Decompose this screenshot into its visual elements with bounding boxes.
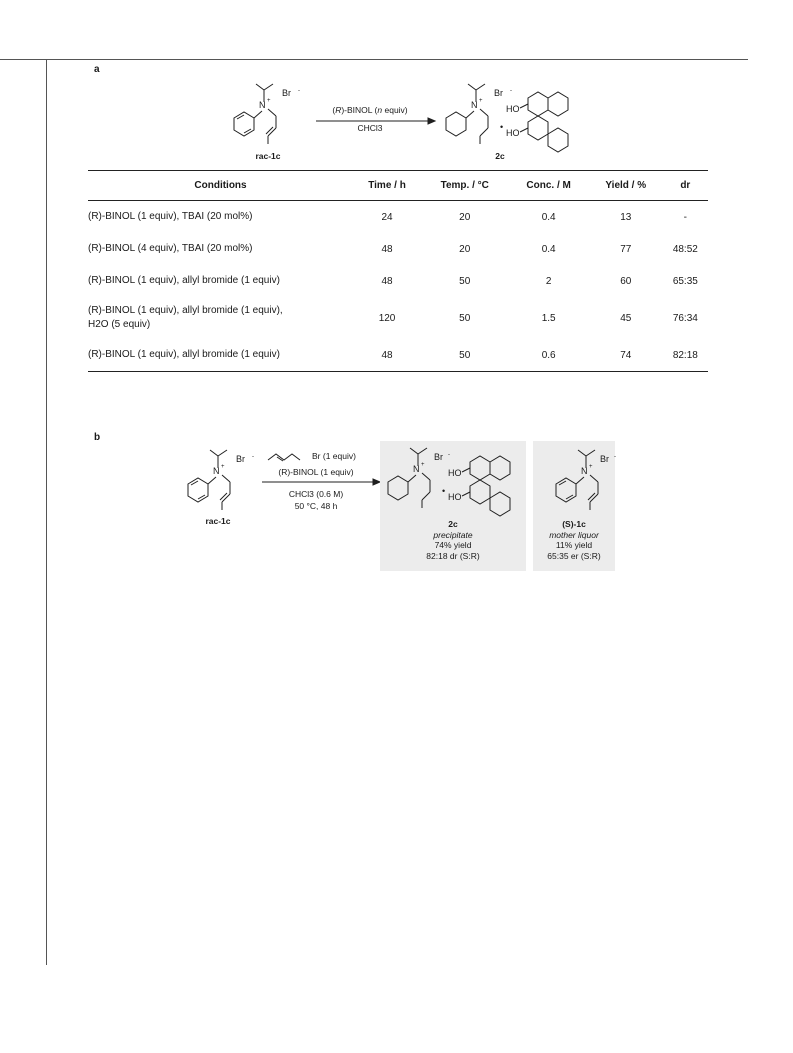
top-rule <box>0 59 748 60</box>
panel-b-label: b <box>94 432 101 443</box>
cation-charge: + <box>267 98 271 104</box>
counterion-label: Br <box>282 88 291 98</box>
crotyl-bromide-structure <box>268 450 312 464</box>
cell-yield: 60 <box>620 275 632 287</box>
table-row <box>88 297 708 339</box>
reaction-arrow-b <box>262 478 382 486</box>
cell-time: 120 <box>378 312 396 324</box>
precipitate-details <box>380 519 526 561</box>
product-structure-a <box>444 84 594 150</box>
svg-text:+: + <box>479 98 483 104</box>
svg-text:Br: Br <box>236 454 245 464</box>
svg-text:HO: HO <box>448 468 462 478</box>
cell-yield: 13 <box>620 211 632 223</box>
svg-text:-: - <box>252 454 254 460</box>
table-row <box>88 233 708 265</box>
nitrogen-atom: N <box>259 100 266 110</box>
cell-temp: 20 <box>459 211 471 223</box>
product-structure-b <box>386 448 536 514</box>
svg-text:Br: Br <box>600 454 609 464</box>
reagent-binol: (R)-BINOL (1 equiv) <box>278 467 354 477</box>
arrow-conditions-a-top: (R)-BINOL (n equiv) <box>332 105 408 115</box>
table-row <box>88 339 708 372</box>
precipitate-yield: 74% yield <box>434 540 472 550</box>
reactant-label-b: rac-1c <box>205 516 231 526</box>
mother-liquor-yield: 11% yield <box>555 540 593 550</box>
svg-text:-: - <box>448 452 450 458</box>
header-yield: Yield / % <box>589 171 663 201</box>
cell-conditions: (R)-BINOL (1 equiv), TBAI (20 mol%) <box>88 211 253 222</box>
reagent-temperature-time: 50 °C, 48 h <box>294 501 338 511</box>
header-conc: Conc. / M <box>508 171 588 201</box>
svg-text:+: + <box>421 462 425 468</box>
precipitate-dr: 82:18 dr (S:R) <box>426 550 480 561</box>
conditions-table <box>88 170 708 372</box>
header-time: Time / h <box>353 171 421 201</box>
s-1c-structure <box>548 450 628 512</box>
cell-conditions: (R)-BINOL (1 equiv), allyl bromide (1 equiv), H2O (5 equiv) <box>88 305 283 330</box>
cell-conc: 0.4 <box>541 243 556 255</box>
cell-time: 48 <box>381 243 393 255</box>
arrow-conditions-a-bottom: CHCl3 <box>357 123 383 133</box>
svg-text:•: • <box>500 122 504 132</box>
reactant-structure-b <box>180 450 260 512</box>
cell-conditions: (R)-BINOL (1 equiv), allyl bromide (1 equiv) <box>88 275 280 286</box>
header-dr: dr <box>663 171 708 201</box>
reactant-label-a: rac-1c <box>255 151 281 161</box>
mother-liquor-details <box>533 519 615 561</box>
svg-text:N: N <box>213 466 220 476</box>
svg-text:-: - <box>510 88 512 94</box>
svg-text:N: N <box>413 464 420 474</box>
cell-dr: 65:35 <box>672 275 698 287</box>
svg-text:•: • <box>442 486 446 496</box>
panel-a-label: a <box>94 64 100 75</box>
cell-dr: 82:18 <box>663 339 708 372</box>
cell-conc: 0.4 <box>541 211 556 223</box>
svg-text:HO: HO <box>506 128 520 138</box>
cell-conc: 0.6 <box>508 339 588 372</box>
cell-temp: 50 <box>421 339 508 372</box>
svg-text:Br: Br <box>434 452 443 462</box>
mother-liquor-state: mother liquor <box>549 529 599 540</box>
cell-time: 24 <box>381 211 393 223</box>
header-conditions: Conditions <box>88 171 353 201</box>
cell-yield: 45 <box>620 312 632 324</box>
svg-text:+: + <box>221 464 225 470</box>
table-row <box>88 265 708 297</box>
cell-dr: - <box>683 211 687 223</box>
svg-text:HO: HO <box>448 492 462 502</box>
product-label-a: 2c <box>495 151 505 161</box>
cell-conc: 2 <box>545 275 552 287</box>
precipitate-name: 2c <box>448 519 458 529</box>
cell-time: 48 <box>381 275 393 287</box>
cell-conditions: (R)-BINOL (1 equiv), allyl bromide (1 equiv) <box>88 339 353 372</box>
svg-text:-: - <box>614 454 616 460</box>
margin-rule <box>46 59 47 965</box>
cell-temp: 50 <box>459 312 471 324</box>
cell-time: 48 <box>353 339 421 372</box>
cell-conditions: (R)-BINOL (4 equiv), TBAI (20 mol%) <box>88 243 253 254</box>
cell-temp: 20 <box>459 243 471 255</box>
cell-conc: 1.5 <box>541 312 556 324</box>
svg-text:-: - <box>298 88 300 94</box>
reagent-solvent: CHCl3 (0.6 M) <box>288 489 344 499</box>
cell-dr: 48:52 <box>672 243 698 255</box>
cell-yield: 77 <box>620 243 632 255</box>
reactant-structure-a <box>226 84 306 146</box>
svg-text:+: + <box>589 464 593 470</box>
mother-liquor-er: 65:35 er (S:R) <box>547 550 601 561</box>
mother-liquor-name: (S)-1c <box>562 519 586 529</box>
reagent-crotyl-bromide: Br (1 equiv) <box>312 451 356 461</box>
svg-text:N: N <box>581 466 588 476</box>
svg-text:Br: Br <box>494 88 503 98</box>
svg-text:N: N <box>471 100 478 110</box>
cell-temp: 50 <box>459 275 471 287</box>
cell-yield: 74 <box>589 339 663 372</box>
svg-text:HO: HO <box>506 104 520 114</box>
header-temp: Temp. / °C <box>421 171 508 201</box>
table-row <box>88 201 708 234</box>
table-header-row <box>88 171 708 201</box>
precipitate-state: precipitate <box>433 529 473 540</box>
cell-dr: 76:34 <box>672 312 698 324</box>
